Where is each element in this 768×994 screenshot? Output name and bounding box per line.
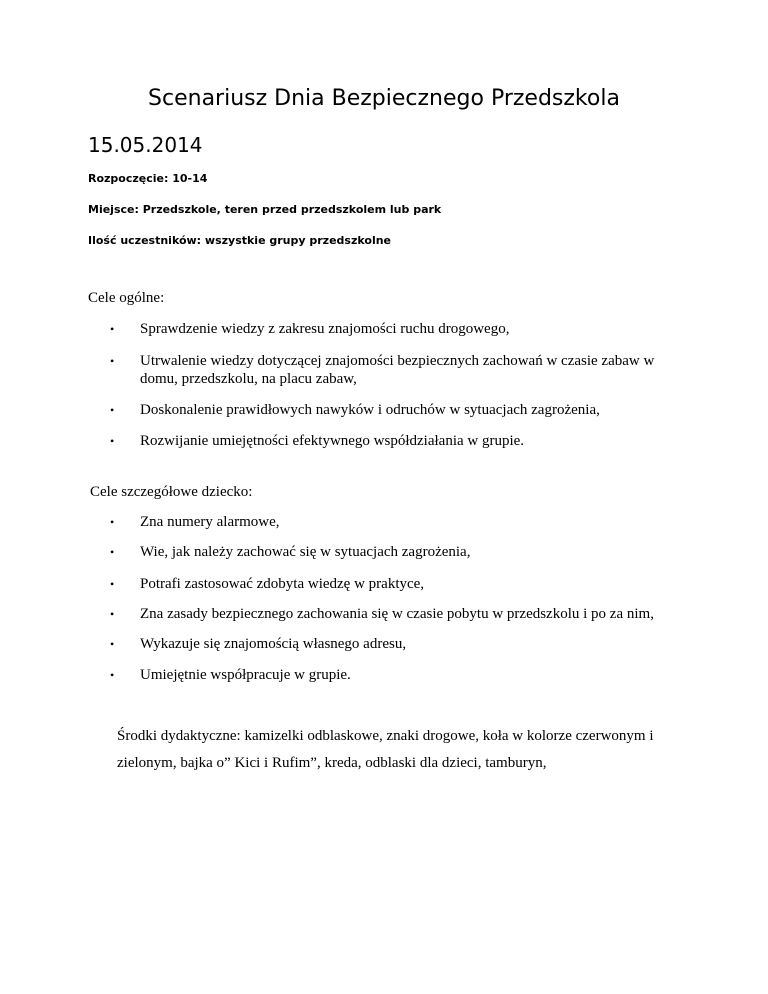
list-item-text: Doskonalenie prawidłowych nawyków i odruchów w sytuacjach zagrożenia, xyxy=(140,402,600,418)
participants: Ilość uczestników: wszystkie grupy przedszkolne xyxy=(88,234,391,247)
start-time: Rozpoczęcie: 10-14 xyxy=(88,172,208,185)
bullet-icon: • xyxy=(110,403,115,417)
list-item-text: Utrwalenie wiedzy dotyczącej znajomości bezpiecznych zachowań w czasie zabaw w domu, przedszkolu, na placu zabaw, xyxy=(140,353,655,387)
bullet-icon: • xyxy=(110,354,115,368)
list-item-text: Umiejętnie współpracuje w grupie. xyxy=(140,667,351,683)
bullet-icon: • xyxy=(110,637,115,651)
location: Miejsce: Przedszkole, teren przed przedszkolem lub park xyxy=(88,203,442,216)
general-goals-heading: Cele ogólne: xyxy=(88,290,165,306)
bullet-icon: • xyxy=(110,545,115,559)
list-item-text: Rozwijanie umiejętności efektywnego współdziałania w grupie. xyxy=(140,433,525,449)
bullet-icon: • xyxy=(110,668,115,682)
list-item-text: Wykazuje się znajomością własnego adresu, xyxy=(140,636,407,652)
list-item-text: Zna zasady bezpiecznego zachowania się w czasie pobytu w przedszkolu i po za nim, xyxy=(140,606,654,622)
bullet-icon: • xyxy=(110,322,115,336)
list-item-text: Potrafi zastosować zdobyta wiedzę w praktyce, xyxy=(140,576,425,592)
document-date: 15.05.2014 xyxy=(88,133,203,157)
bullet-icon: • xyxy=(110,515,115,529)
list-item-text: Wie, jak należy zachować się w sytuacjach zagrożenia, xyxy=(140,544,471,560)
bullet-icon: • xyxy=(110,434,115,448)
bullet-icon: • xyxy=(110,607,115,621)
document-title: Scenariusz Dnia Bezpiecznego Przedszkola xyxy=(148,86,620,111)
bullet-icon: • xyxy=(110,577,115,591)
detailed-goals-heading: Cele szczegółowe dziecko: xyxy=(90,484,253,500)
teaching-materials: Środki dydaktyczne: kamizelki odblaskowe, znaki drogowe, koła w kolorze czerwonym i zielonym, bajka o” Kici i Rufim”, kreda, odblaski dla dzieci, tamburyn, xyxy=(117,728,654,771)
list-item-text: Sprawdzenie wiedzy z zakresu znajomości ruchu drogowego, xyxy=(140,321,510,337)
list-item-text: Zna numery alarmowe, xyxy=(140,514,280,530)
